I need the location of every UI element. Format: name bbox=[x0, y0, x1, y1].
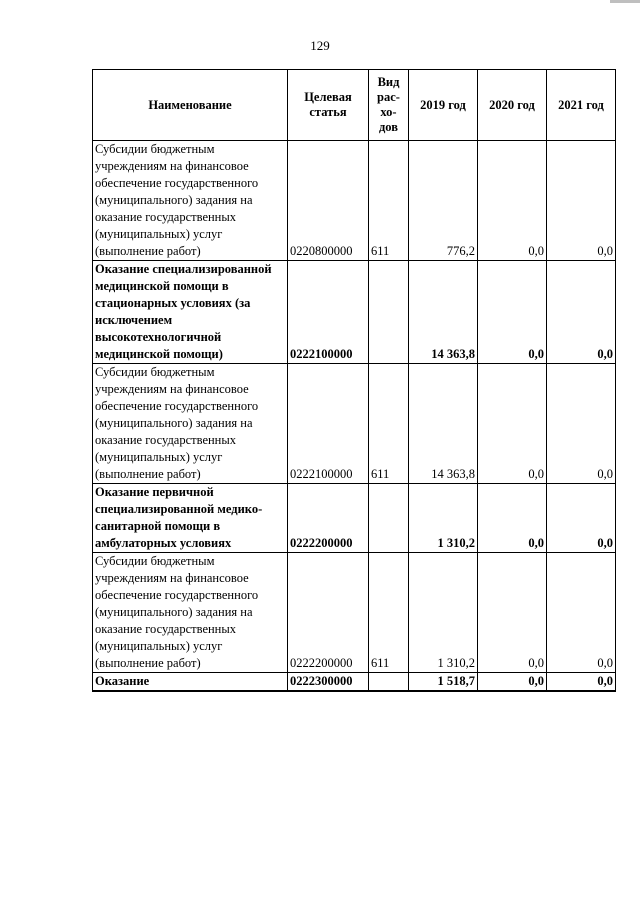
cell-2019: 14 363,8 bbox=[409, 261, 478, 364]
cell-name: Оказание первичной специализированной медико-санитарной помощи в амбулаторных условиях bbox=[93, 484, 288, 553]
cell-kind: 611 bbox=[369, 141, 409, 261]
header-name: Наименование bbox=[93, 70, 288, 141]
table-row bbox=[93, 261, 616, 364]
cell-2020: 0,0 bbox=[478, 484, 547, 553]
header-2021: 2021 год bbox=[547, 70, 616, 141]
cell-kind bbox=[369, 261, 409, 364]
budget-table bbox=[92, 69, 616, 692]
cell-2020: 0,0 bbox=[478, 673, 547, 692]
cell-name: Субсидии бюджетным учреждениям на финансовое обеспечение государственного (муниципального) задания на оказание государственных (муниципальных) услуг (выполнение работ) bbox=[93, 364, 288, 484]
cell-2019: 1 518,7 bbox=[409, 673, 478, 692]
table-row bbox=[93, 141, 616, 261]
cell-2020: 0,0 bbox=[478, 261, 547, 364]
table-row bbox=[93, 553, 616, 673]
cell-2019: 1 310,2 bbox=[409, 553, 478, 673]
cell-kind bbox=[369, 484, 409, 553]
cell-code: 0222200000 bbox=[288, 553, 369, 673]
cell-name: Субсидии бюджетным учреждениям на финансовое обеспечение государственного (муниципального) задания на оказание государственных (муниципальных) услуг (выполнение работ) bbox=[93, 553, 288, 673]
cell-kind: 611 bbox=[369, 553, 409, 673]
cell-2019: 14 363,8 bbox=[409, 364, 478, 484]
cell-2020: 0,0 bbox=[478, 364, 547, 484]
cell-kind: 611 bbox=[369, 364, 409, 484]
cell-2021: 0,0 bbox=[547, 553, 616, 673]
header-code: Целевая статья bbox=[288, 70, 369, 141]
cell-2021: 0,0 bbox=[547, 364, 616, 484]
cell-code: 0220800000 bbox=[288, 141, 369, 261]
cell-kind bbox=[369, 673, 409, 692]
cell-name: Оказание bbox=[93, 673, 288, 692]
header-2020: 2020 год bbox=[478, 70, 547, 141]
cell-code: 0222300000 bbox=[288, 673, 369, 692]
corner-mark bbox=[610, 0, 640, 3]
table-row bbox=[93, 673, 616, 692]
cell-2021: 0,0 bbox=[547, 484, 616, 553]
cell-code: 0222200000 bbox=[288, 484, 369, 553]
cell-code: 0222100000 bbox=[288, 261, 369, 364]
cell-name: Оказание специализированной медицинской помощи в стационарных условиях (за исключением высокотехнологичной медицинской помощи) bbox=[93, 261, 288, 364]
header-2019: 2019 год bbox=[409, 70, 478, 141]
cell-2020: 0,0 bbox=[478, 553, 547, 673]
cell-2021: 0,0 bbox=[547, 673, 616, 692]
header-kind: Вид рас-хо-дов bbox=[369, 70, 409, 141]
cell-2019: 776,2 bbox=[409, 141, 478, 261]
cell-2020: 0,0 bbox=[478, 141, 547, 261]
cell-2021: 0,0 bbox=[547, 141, 616, 261]
page-number: 129 bbox=[310, 38, 330, 53]
cell-2021: 0,0 bbox=[547, 261, 616, 364]
table-body bbox=[93, 141, 616, 692]
table-row bbox=[93, 364, 616, 484]
table-header-row bbox=[93, 70, 616, 141]
cell-name: Субсидии бюджетным учреждениям на финансовое обеспечение государственного (муниципального) задания на оказание государственных (муниципальных) услуг (выполнение работ) bbox=[93, 141, 288, 261]
table-row bbox=[93, 484, 616, 553]
cell-code: 0222100000 bbox=[288, 364, 369, 484]
cell-2019: 1 310,2 bbox=[409, 484, 478, 553]
